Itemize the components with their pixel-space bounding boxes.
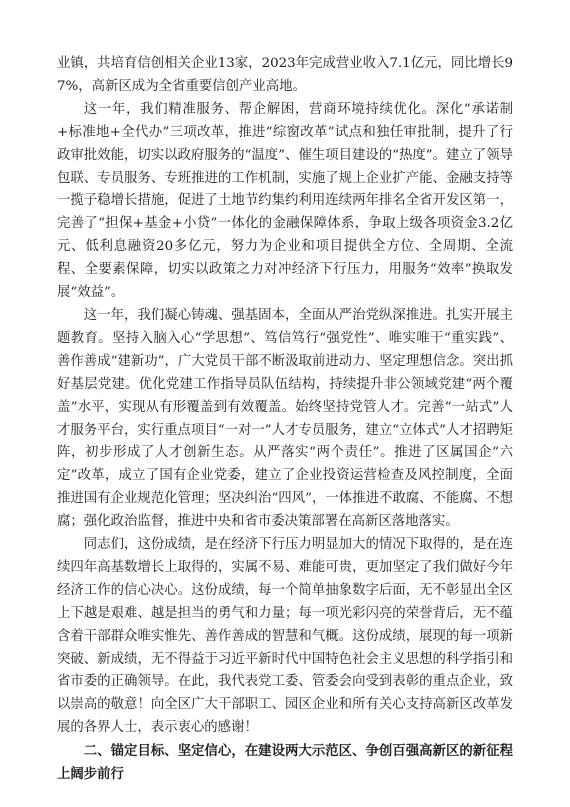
document-page bbox=[57, 53, 513, 786]
paragraph-achievements-summary: 同志们，这份成绩，是在经济下行压力明显加大的情况下取得的，是在连续四年高基数增长上取得的，实属不易、难能可贵，更加坚定了我们做好今年经济工作的信心决心。这份成绩，每一个简单抽象数字后面，无不彰显出全区上下越是艰难、越是担当的勇气和力量；每一项光彩闪亮的荣誉背后，无不蕴含着干部群众唯实惟先、善作善成的智慧和气概。这份成绩，展现的每一项新突破、新成绩，无不得益于习近平新时代中国特色社会主义思想的科学指引和省市委的正确领导。在此，我代表党工委、管委会向受到表彰的重点企业，致以崇高的敬意！向全区广大干部职工、园区企业和所有关心支持高新区改革发展的各界人士，表示衷心的感谢！ bbox=[57, 537, 513, 736]
section-heading-two: 二、锚定目标、坚定信心，在建设两大示范区、争创百强高新区的新征程上阔步前行 bbox=[57, 743, 513, 783]
paragraph-party-building: 这一年，我们凝心铸魂、强基固本，全面从严治党纵深推进。扎实开展主题教育。坚持入脑入心“学思想”、笃信笃行“强党性”、唯实唯干“重实践”、善作善成“建新功”，广大党员干部不断汲取前进动力、坚定理想信念。突出抓好基层党建。优化党建工作指导员队伍结构，持续提升非公领域党建“两个覆盖”水平，实现从有形覆盖到有效覆盖。始终坚持党管人才。完善“一站式”人才服务平台，实行重点项目“一对一”人才专员服务，建立“立体式”人才招聘矩阵，初步形成了人才创新生态。从严落实“两个责任”。推进了区属国企“六定”改革，成立了国有企业党委，建立了企业投资运营检查及风控制度，全面推进国有企业规范化管理；坚决纠治“四风”，一体推进不敢腐、不能腐、不想腐；强化政治监督，推进中央和省市委决策部署在高新区落地落实。 bbox=[57, 307, 513, 530]
paragraph-business-environment: 这一年，我们精准服务、帮企解困，营商环境持续优化。深化“承诺制+标准地+全代办”三项改革，推进“综窗改革”试点和独任审批制，提升了行政审批效能，切实以政府服务的“温度”、催生项目建设的“热度”。建立了领导包联、专员服务、专班推进的工作机制，实施了规上企业扩产能、金融支持等一揽子稳增长措施，促进了土地节约集约利用连续两年排名全省开发区第一，完善了“担保+基金+小贷”一体化的金融保障体系，争取上级各项资金3.2亿元、低利息融资20多亿元，努力为企业和项目提供全方位、全周期、全流程、全要素保障，切实以政策之力对冲经济下行压力，用服务“效率”换取发展“效益”。 bbox=[57, 101, 513, 301]
paragraph-continuation: 业镇，共培育信创相关企业13家，2023年完成营业收入7.1亿元，同比增长97%，高新区成为全省重要信创产业高地。 bbox=[57, 56, 513, 94]
